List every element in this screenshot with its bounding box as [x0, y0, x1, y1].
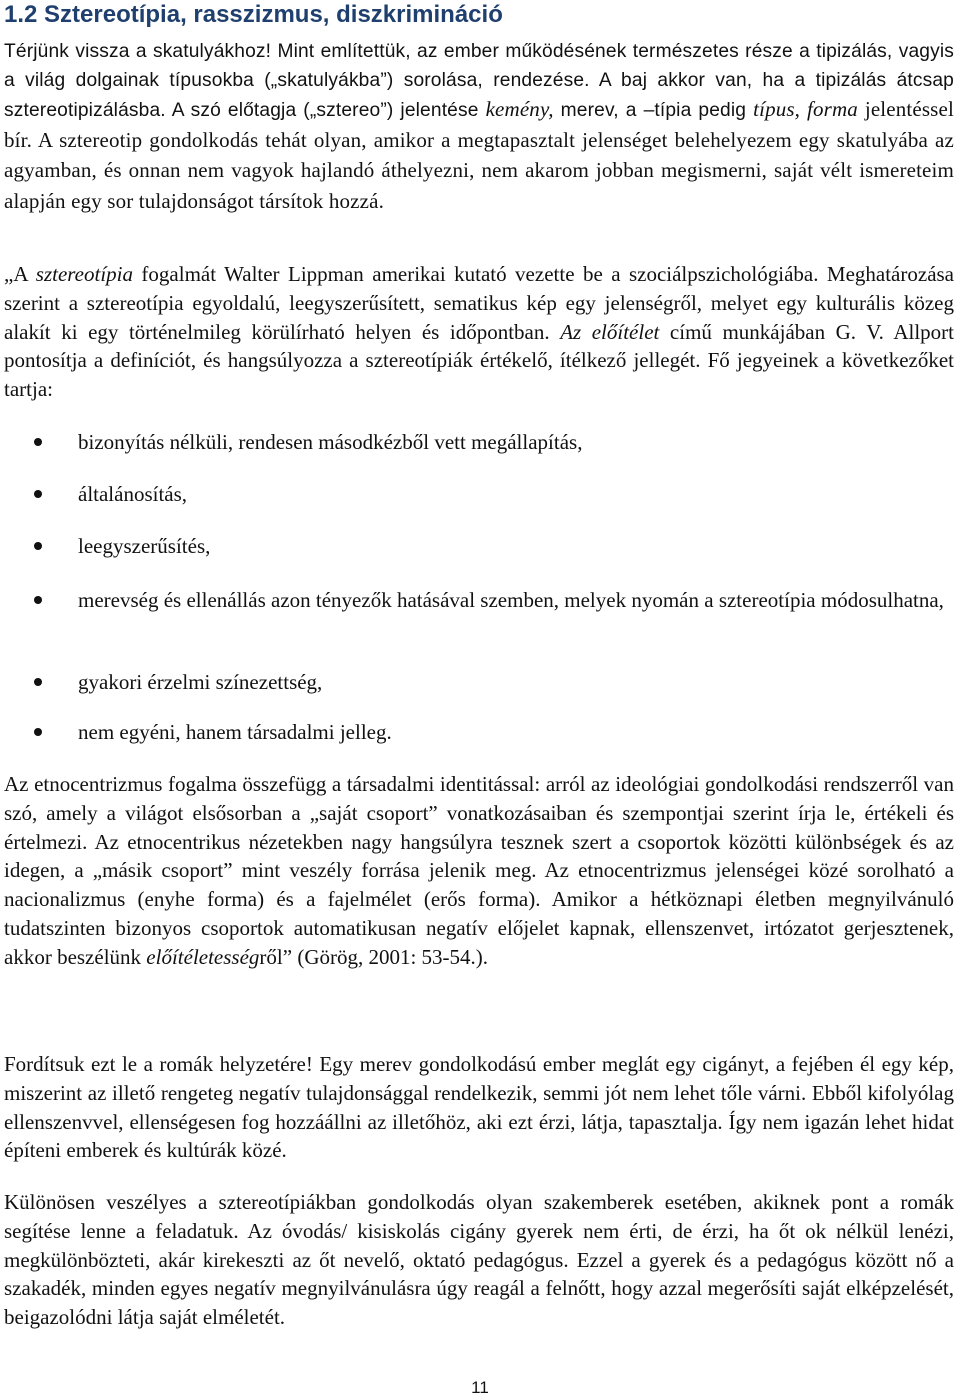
p2-text-1: „A [4, 262, 36, 286]
paragraph-5: Különösen veszélyes a sztereotípiákban gondolkodás olyan szakemberek esetében, akiknek pont a romák segítése lenne a feladatuk. Az óvodás/ kisiskolás cigány gyerek nem érti, de érzi, ha őt ok nélkül lenézi, megkülönbözteti, akár kirekeszti az őt nevelő, oktató pedagógus. Ezzel a gyerek és a pedagógus között nő a szakadék, minden egyes negatív megnyilvánulásra úgy reagál a felnőtt, hogy azzal megerősíti saját elképzelését, beigazolódni látja saját elméletét. [4, 1190, 954, 1330]
page-number: 11 [471, 1378, 489, 1397]
p1-italic-tipus: típus, forma [753, 97, 858, 122]
p1-text-1: Térjünk vissza a skatulyákhoz! Mint említettük, az ember működésének természetes része a tipizálás, vagyis a világ dolgainak típusokba („skatulyákba”) sorolása, rendezése. A baj akkor van, ha a tipizálás átcsap sztereotipizálásba. A szó előtagja („sztereo”) jelentése [4, 41, 954, 122]
p3-text-1: Az etnocentrizmus fogalma összefügg a társadalmi identitással: arról az ideológiai gondolkodási rendszerről van szó, amely a világot elsősorban a „saját csoport” vonatkozásaiban és szempontjai szerint írja le, értékeli és értelmezi. Az etnocentrikus nézetekben nagy hangsúlyra tesznek szert a csoportok közötti különbségek és az idegen, a „másik csoport” mint veszély forrása jelenik meg. Az etnocentrizmus jelenségei közé sorolható a nacionalizmus (enyhe forma) és a fajelmélet (erős forma). Amikor a hétköznapi életben megnyilvánuló tudatszinten bizonyos csoportok automatikusan negatív előjelet kapnak, ellenszenvet, irtózatot gerjesztenek, akkor beszélünk [4, 772, 954, 969]
bullet-icon [34, 490, 42, 498]
bullet-icon [34, 678, 42, 686]
bullet-icon [34, 596, 42, 604]
bullet-icon [34, 728, 42, 736]
p2-italic-az-eloitelet: Az előítélet [560, 319, 660, 344]
p1-text-3: jelentéssel bír. [4, 97, 954, 152]
p3-text-2: ről” (Görög, 2001: 53-54.). [259, 944, 489, 969]
section-heading: 1.2 Sztereotípia, rasszizmus, diszkrimináció [4, 1, 503, 28]
bullet-icon [34, 438, 42, 446]
p2-italic-sztereotipia: sztereotípia [35, 262, 133, 286]
paragraph-2 [4, 260, 954, 404]
p2-text-3: című munkájában G. V. Allport pontosítja a definíciót, és hangsúlyozza a sztereotípiák értékelő, ítélkező jellegét. Fő jegyeinek a következőket tartja: [4, 319, 954, 402]
p3-italic-eloiteletesseg: előítéletesség [146, 944, 260, 969]
p2-text-2: fogalmát Walter Lippman amerikai kutató vezette be a szociálpszichológiába. Meghatározása szerint a sztereotípia egyoldalú, leegyszerűsített, sematikus kép egy jelenségről, melyet egy kulturális közeg alakít ki egy történelmileg körülírható helyen és időpontban. [4, 262, 955, 344]
p1-italic-kemeny: kemény, [485, 97, 554, 122]
paragraph-4: Fordítsuk ezt le a romák helyzetére! Egy merev gondolkodású ember meglát egy cigányt, a fejében él egy kép, miszerint az illető rengeteg negatív tulajdonsággal rendelkezik, semmi jót nem lehet tőle várni. Ebből kifolyólag ellenszenvvel, ellenségesen fog hozzáállni az illetőhöz, aki ezt érzi, látja, tapasztalja. Így nem igazán lehet hidat építeni emberek és kultúrák közé. [4, 1052, 954, 1163]
p1-text-4: A sztereotip gondolkodás tehát olyan, amikor a megtapasztalt jelenséget belehelyezem egy skatulyába az agyamban, és onnan nem vagyok hajlandó áthelyezni, nem akarom jobban megismerni, saját vélt ismereteim alapján egy sor tulajdonságot társítok hozzá. [4, 127, 954, 213]
p1-text-2: merev, a –típia pedig [553, 100, 754, 122]
paragraph-3 [4, 770, 954, 972]
document-page: 1.2 Sztereotípia, rasszizmus, diszkrimináció Térjünk vissza a skatulyákhoz! Mint említettük, az ember működésének természetes része a tipizálás, vagyis a világ dolgainak típusokba („skatulyákba”) sorolása, rendezése. A baj akkor van, ha a tipizálás átcsap sztereotipizálásba. A szó előtagja („sztereo”) jelentése kemény, merev, a –típia pedig típus, forma jelentéssel bír. A sztereotip gondolkodás tehát olyan, amikor a megtapasztalt jelenséget belehelyezem egy skatulyába az agyamban, és onnan nem vagyok hajlandó áthelyezni, nem akarom jobban megismerni, saját vélt ismereteim alapján egy sor tulajdonságot társítok hozzá. „A sztereotípia fogalmát Walter Lippman amerikai kutató vezette be a szociálpszichológiába. Meghatározása szerint a sztereotípia egyoldalú, leegyszerűsített, sematikus kép egy jelenségről, melyet egy kulturális közeg alakít ki egy történelmileg körülírható helyen és időpontban. Az előítélet című munkájában G. V. Allport pontosítja a definíciót, és hangsúlyozza a sztereotípiák értékelő, ítélkező jellegét. Fő jegyeinek a következőket tartja: bizonyítás nélküli, rendesen másodkézből vett megállapítás, általánosítás, leegyszerűsítés, merevség és ellenállás azon tényezők hatásával szemben, melyek nyomán a sztereotípia módosulhatna, gyakori érzelmi színezettség, nem egyéni, hanem társadalmi jelleg. Az etnocentrizmus fogalma összefügg a társadalmi identitással: arról az ideológiai gondolkodási rendszerről van szó, amely a világot elsősorban a „saját csoport” vonatkozásaiban és szempontjai szerint írja le, értékeli és értelmezi. Az etnocentrikus nézetekben nagy hangsúlyra tesznek szert a csoportok közötti különbségek és az idegen, a „másik csoport” mint veszély forrása jelenik meg. Az etnocentrizmus jelenségei közé sorolható a nacionalizmus (enyhe forma) és a fajelmélet (erős forma). Amikor a hétköznapi életben megnyilvánuló tudatszinten bizonyos csoportok automatikusan negatív előjelet kapnak, ellenszenvet, irtózatot gerjesztenek, akkor beszélünk előítéletességről” (Görög, 2001: 53-54.). Fordítsuk ezt le a romák helyzetére! Egy merev gondolkodású ember meglát egy cigányt, a fejében él egy kép, miszerint az illető rengeteg negatív tulajdonsággal rendelkezik, semmi jót nem lehet tőle várni. Ebből kifolyólag ellenszenvvel, ellenségesen fog hozzáállni az illetőhöz, aki ezt érzi, látja, tapasztalja. Így nem igazán lehet hidat építeni emberek és kultúrák közé. Különösen veszélyes a sztereotípiákban gondolkodás olyan szakemberek esetében, akiknek pont a romák segítése lenne a feladatuk. Az óvodás/ kisiskolás cigány gyerek nem érti, de érzi, ha őt ok nélkül lenézi, megkülönbözteti, akár kirekeszti az őt nevelő, oktató pedagógus. Ezzel a gyerek és a pedagógus között nő a szakadék, minden egyes negatív megnyilvánulásra úgy reagál a felnőtt, hogy azzal megerősíti saját elképzelését, beigazolódni látja saját elméletét. 11 [0, 0, 960, 1400]
bullet-icon [34, 542, 42, 550]
paragraph-1 [4, 38, 954, 218]
